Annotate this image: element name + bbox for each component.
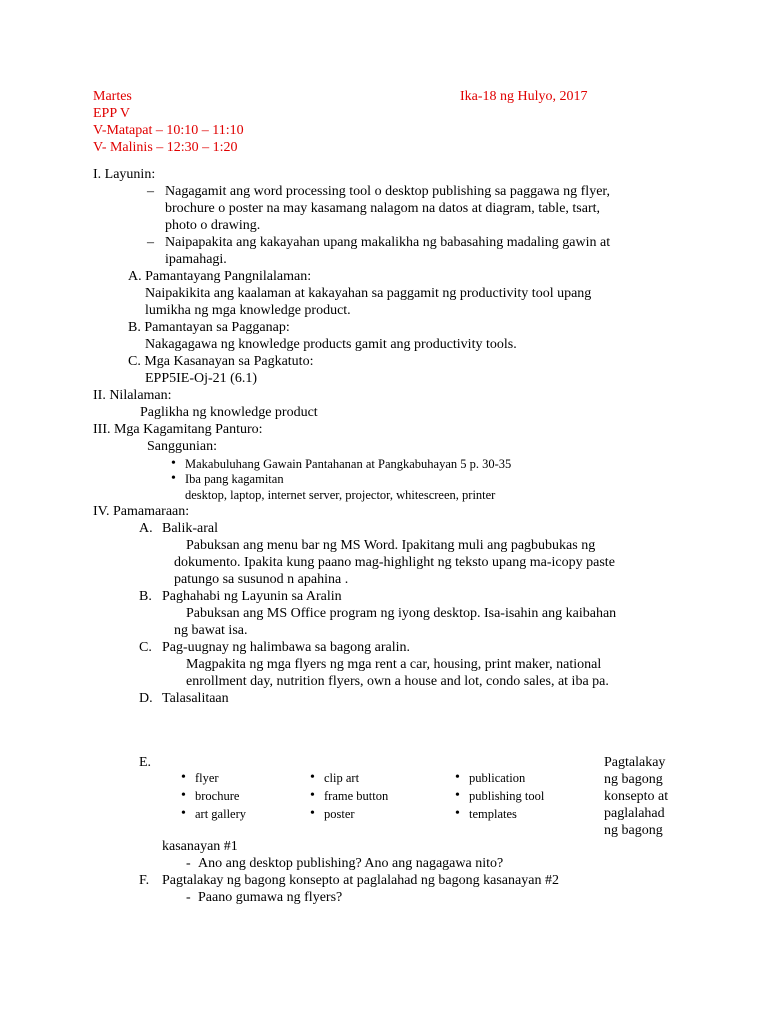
section-materials-title: III. Mga Kagamitang Panturo: — [93, 422, 263, 437]
objective-1-line-3: photo o drawing. — [165, 218, 261, 233]
step-d-label: D. — [139, 691, 153, 706]
step-e-continuation: kasanayan #1 — [162, 839, 238, 854]
step-f-title: Pagtalakay ng bagong konsepto at paglalahad ng bagong kasanayan #2 — [162, 873, 559, 888]
step-c-line-1: Magpakita ng mga flyers ng mga rent a car, housing, print maker, national — [186, 657, 602, 672]
vocab-item: • frame button — [324, 788, 388, 804]
subsection-a-line-2: lumikha ng mga knowledge product. — [145, 303, 351, 318]
step-b-line-1: Pabuksan ang MS Office program ng iyong desktop. Isa-isahin ang kaibahan — [186, 606, 617, 621]
step-e-side-line: ng bagong — [604, 823, 663, 838]
section-schedule-1: V-Matapat – 10:10 – 11:10 — [93, 123, 244, 138]
subsection-b-line-1: Nakagagawa ng knowledge products gamit ang productivity tools. — [145, 337, 517, 352]
subject-label: EPP V — [93, 106, 130, 121]
step-b-title: Paghahabi ng Layunin sa Aralin — [162, 589, 342, 604]
step-b-label: B. — [139, 589, 152, 604]
date-label: Ika-18 ng Hulyo, 2017 — [460, 89, 588, 104]
step-e-side-line: konsepto at — [604, 789, 669, 804]
step-e-side-line: ng bagong — [604, 772, 663, 787]
section-objectives-title: I. Layunin: — [93, 167, 156, 182]
step-a-label: A. — [139, 521, 153, 536]
subsection-a-line-1: Naipakikita ang kaalaman at kakayahan sa paggamit ng productivity tool upang — [145, 286, 592, 301]
objective-1-line-1: – Nagagamit ang word processing tool o desktop publishing sa paggawa ng flyer, — [165, 184, 610, 200]
step-a-line-1: Pabuksan ang menu bar ng MS Word. Ipakitang muli ang pagbubukas ng — [186, 538, 596, 553]
section-content-line-1: Paglikha ng knowledge product — [140, 405, 318, 420]
step-e-side-line: paglalahad — [604, 806, 665, 821]
vocab-item: • art gallery — [195, 806, 246, 822]
subsection-c-line-1: EPP5IE-Oj-21 (6.1) — [145, 371, 257, 386]
step-c-label: C. — [139, 640, 152, 655]
vocab-item: • templates — [469, 806, 517, 822]
step-c-title: Pag-uugnay ng halimbawa sa bagong aralin. — [162, 640, 411, 655]
step-f-question: - Paano gumawa ng flyers? — [198, 890, 342, 906]
vocab-item: • flyer — [195, 770, 219, 786]
step-a-line-3: patungo sa susunod n apahina . — [174, 572, 349, 587]
vocab-item: • publishing tool — [469, 788, 544, 804]
step-a-line-2: dokumento. Ipakita kung paano mag-highlight ng teksto upang ma-icopy paste — [174, 555, 615, 570]
reference-bullet-2-line-2: desktop, laptop, internet server, projector, whitescreen, printer — [185, 488, 496, 502]
objective-2-line-2: ipamahagi. — [165, 252, 227, 267]
section-content-title: II. Nilalaman: — [93, 388, 172, 403]
step-c-line-2: enrollment day, nutrition flyers, own a house and lot, condo sales, at iba pa. — [186, 674, 609, 689]
references-label: Sanggunian: — [147, 439, 217, 454]
vocab-item: • publication — [469, 770, 525, 786]
step-b-line-2: ng bawat isa. — [174, 623, 248, 638]
vocab-item: • poster — [324, 806, 355, 822]
reference-bullet-2: • Iba pang kagamitan — [185, 471, 284, 487]
day-label: Martes — [93, 89, 132, 104]
step-e-label: E. — [139, 755, 152, 770]
vocab-item: • clip art — [324, 770, 359, 786]
objective-2-line-1: – Naipapakita ang kakayahan upang makalikha ng babasahing madaling gawin at — [165, 235, 610, 251]
step-d-title: Talasalitaan — [162, 691, 229, 706]
subsection-a-title: A. Pamantayang Pangnilalaman: — [128, 269, 312, 284]
objective-1-line-2: brochure o poster na may kasamang nalagom na datos at diagram, table, tsart, — [165, 201, 601, 216]
reference-bullet-1: • Makabuluhang Gawain Pantahanan at Pangkabuhayan 5 p. 30-35 — [185, 456, 511, 472]
step-e-side-line: Pagtalakay — [604, 755, 666, 770]
subsection-b-title: B. Pamantayan sa Pagganap: — [128, 320, 290, 335]
section-schedule-2: V- Malinis – 12:30 – 1:20 — [93, 140, 238, 155]
section-procedure-title: IV. Pamamaraan: — [93, 504, 190, 519]
step-f-label: F. — [139, 873, 150, 888]
subsection-c-title: C. Mga Kasanayan sa Pagkatuto: — [128, 354, 314, 369]
step-e-question: - Ano ang desktop publishing? Ano ang nagagawa nito? — [198, 856, 503, 872]
step-a-title: Balik-aral — [162, 521, 218, 536]
vocab-item: • brochure — [195, 788, 239, 804]
